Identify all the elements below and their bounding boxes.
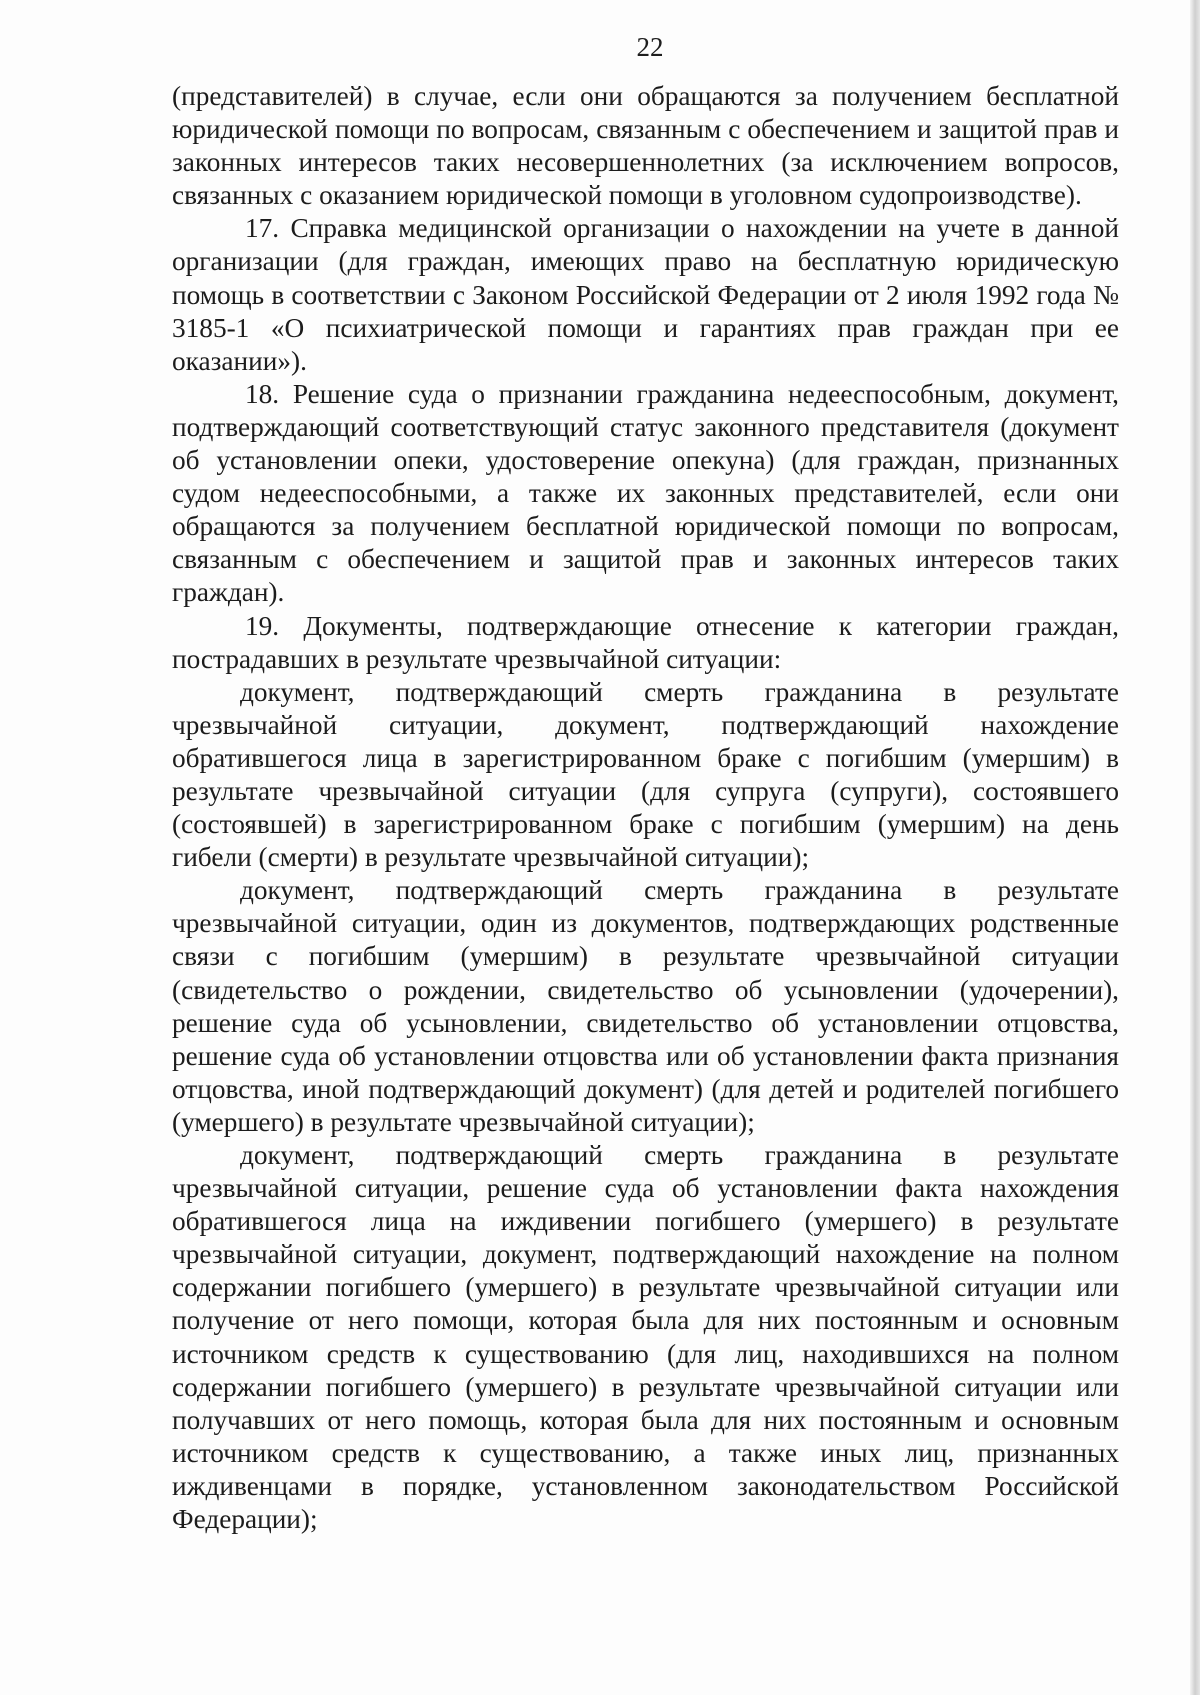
paragraph-dependents-documents: документ, подтверждающий смерть гражданина в результате чрезвычайной ситуации, решение суда об установлении факта нахождения обратившегося лица на иждивении погибшего (умершего) в результате чрезвычайной ситуации, документ, подтверждающий нахождение на полном содержании погибшего (умершего) в результате чрезвычайной ситуации или получение от него помощи, которая была для них постоянным и основным источником средств к существованию (для лиц, находившихся на полном содержании погибшего (умершего) в результате чрезвычайной ситуации или получавших от него помощь, которая была для них постоянным и основным источником средств к существованию, а также иных лиц, признанных иждивенцами в порядке, установленном законодательством Российской Федерации);: [172, 1140, 1119, 1535]
paragraph-item-17: 17. Справка медицинской организации о нахождении на учете в данной организации (для граждан, имеющих право на бесплатную юридическую помощь в соответствии с Законом Российской Федерации от 2 июля 1992 года № 3185-1 «О психиатрической помощи и гарантиях прав граждан при ее оказании»).: [172, 213, 1119, 376]
paragraph-spouse-documents: документ, подтверждающий смерть гражданина в результате чрезвычайной ситуации, документ, подтверждающий нахождение обратившегося лица в зарегистрированном браке с погибшим (умершим) в результате чрезвычайной ситуации (для супруга (супруги), состоявшего (состоявшей) в зарегистрированном браке с погибшим (умершим) на день гибели (смерти) в результате чрезвычайной ситуации);: [172, 676, 1119, 873]
document-body: [172, 80, 1119, 1536]
paragraph-relatives-documents: документ, подтверждающий смерть гражданина в результате чрезвычайной ситуации, один из документов, подтверждающих родственные связи с погибшим (умершим) в результате чрезвычайной ситуации (свидетельство о рождении, свидетельство об усыновлении (удочерении), решение суда об усыновлении, свидетельство об установлении отцовства, решение суда об установлении отцовства или об установлении факта признания отцовства, иной подтверждающий документ) (для детей и родителей погибшего (умершего) в результате чрезвычайной ситуации);: [172, 875, 1119, 1137]
page-number: 22: [636, 32, 664, 62]
paragraph-item-18: 18. Решение суда о признании гражданина недееспособным, документ, подтверждающий соответствующий статус законного представителя (документ об установлении опеки, удостоверение опекуна) (для граждан, признанных судом недееспособными, а также их законных представителей, если они обращаются за получением бесплатной юридической помощи по вопросам, связанным с обеспечением и защитой прав и законных интересов таких граждан).: [172, 378, 1119, 608]
paragraph-continuation: (представителей) в случае, если они обращаются за получением бесплатной юридической помощи по вопросам, связанным с обеспечением и защитой прав и законных интересов таких несовершеннолетних (за исключением вопросов, связанных с оказанием юридической помощи в уголовном судопроизводстве).: [172, 81, 1119, 211]
scan-edge-shadow: [1190, 0, 1200, 1695]
paragraph-item-19: 19. Документы, подтверждающие отнесение к категории граждан, пострадавших в результате чрезвычайной ситуации:: [172, 610, 1119, 674]
